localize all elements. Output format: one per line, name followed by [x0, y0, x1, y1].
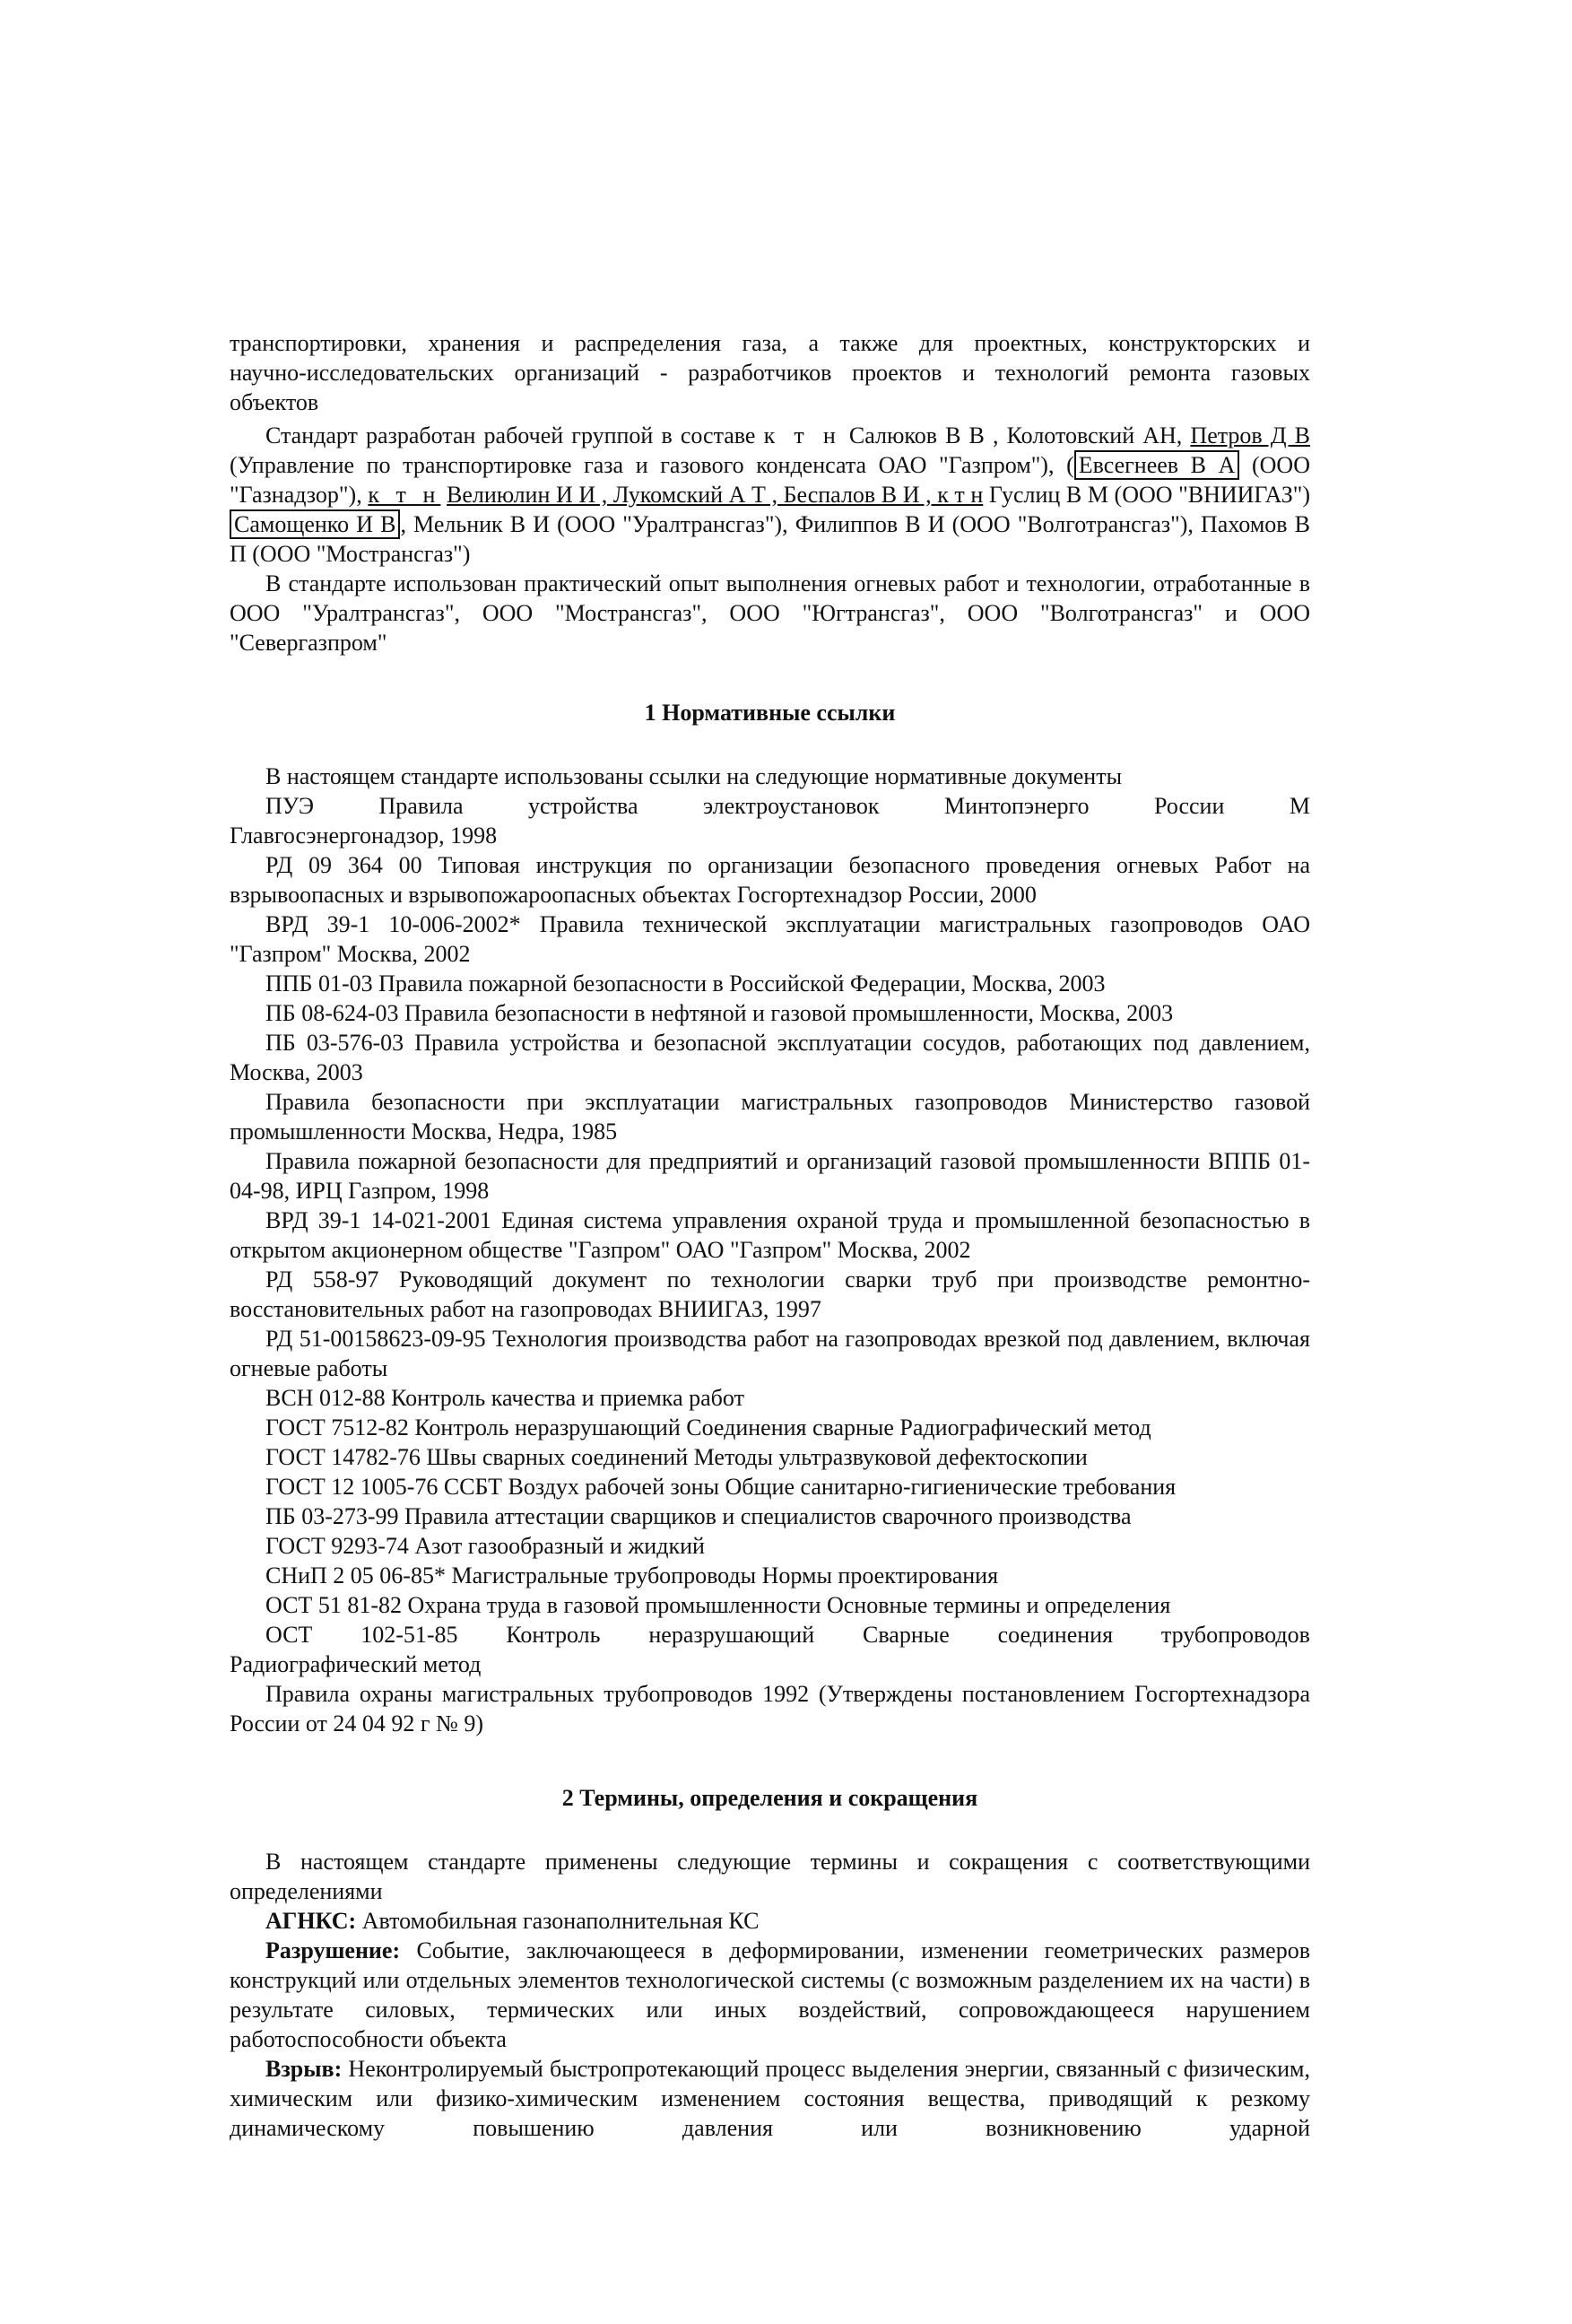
- term-definition: Автомобильная газонаполнительная КС: [356, 1908, 760, 1934]
- term-entry: [230, 1936, 1310, 2054]
- reference-list: [230, 850, 1310, 1620]
- reference-item: ВСН 012-88 Контроль качества и приемка работ: [265, 1385, 744, 1411]
- text-line: объектов: [230, 389, 319, 415]
- term-name: Взрыв:: [265, 2056, 343, 2082]
- reference-item: Правила пожарной безопасности для предприятий и организаций газовой промышленности ВППБ 01-04-98, ИРЦ Газпром, 1998: [230, 1148, 1310, 1204]
- intro-continuation: [230, 328, 1310, 417]
- reference-item: РД 558-97 Руководящий документ по технологии сварки труб при производстве ремонтно-восстановительных работ на газопроводах ВНИИГАЗ, 1997: [230, 1266, 1310, 1322]
- term-entry: [230, 1906, 1310, 1936]
- pue-reference-cont: Главгосэнергонадзор, 1998: [230, 823, 498, 849]
- ost-reference-row: ОСТ 102-51-85 Контроль неразрушающий Сварные соединения трубопроводов: [265, 1622, 1310, 1648]
- term-name: Разрушение:: [265, 1937, 401, 1963]
- boxed-name: Евсегнеев В А: [1074, 450, 1240, 480]
- section-1-lead: В настоящем стандарте использованы ссылки на следующие нормативные документы: [265, 763, 1123, 789]
- experience-paragraph: В стандарте использован практический опыт выполнения огневых работ и технологии, отработанные в ООО "Уралтрансгаз", ООО "Мострансгаз", ООО "Югтрансгаз", ООО "Волготрансгаз" и ООО "Севергазпром": [230, 570, 1310, 656]
- terms-list: [230, 1906, 1310, 2143]
- text-line: научно-исследовательских организаций - разработчиков проектов и технологий ремонта газовых: [230, 360, 1310, 386]
- text-line: транспортировки, хранения и распределения газа, а также для проектных, конструкторских и: [230, 330, 1310, 356]
- reference-item: ВРД 39-1 14-021-2001 Единая система управления охраной труда и промышленной безопасностью в открытом акционерном обществе "Газпром" ОАО "Газпром" Москва, 2002: [230, 1207, 1310, 1263]
- reference-item: СНиП 2 05 06-85* Магистральные трубопроводы Нормы проектирования: [265, 1562, 999, 1589]
- section-2-heading: 2 Термины, определения и сокращения: [561, 1785, 978, 1811]
- pue-reference-row: ПУЭ Правила устройства электроустановок Минтопэнерго России М: [265, 793, 1310, 819]
- reference-item: Правила охраны магистральных трубопроводов 1992 (Утверждены постановлением Госгортехнадзора России от 24 04 92 г № 9): [230, 1681, 1310, 1736]
- reference-item: РД 09 364 00 Типовая инструкция по организации безопасного проведения огневых Работ на взрывоопасных и взрывопожароопасных объектах Госгортехнадзор России, 2000: [230, 852, 1310, 908]
- term-definition: Неконтролируемый быстропротекающий процесс выделения энергии, связанный с физическим, химическим или физико-химическим изменением состояния вещества, приводящий к резкому динамическому повышению давления или возникновению ударной: [230, 2056, 1310, 2141]
- reference-item: ВРД 39-1 10-006-2002* Правила технической эксплуатации магистральных газопроводов ОАО "Газпром" Москва, 2002: [230, 911, 1310, 967]
- reference-item: ГОСТ 14782-76 Швы сварных соединений Методы ультразвуковой дефектоскопии: [265, 1444, 1088, 1470]
- reference-item: ГОСТ 9293-74 Азот газообразный и жидкий: [265, 1533, 705, 1559]
- section-2-lead: В настоящем стандарте применены следующие термины и сокращения с соответствующими определениями: [230, 1849, 1310, 1904]
- reference-item: ОСТ 51 81-82 Охрана труда в газовой промышленности Основные термины и определения: [265, 1592, 1171, 1618]
- term-entry: [230, 2054, 1310, 2143]
- reference-item: ГОСТ 7512-82 Контроль неразрушающий Соединения сварные Радиографический метод: [265, 1414, 1151, 1441]
- underlined-name: Петров Д В: [1190, 422, 1311, 448]
- reference-item: ПБ 03-576-03 Правила устройства и безопасной эксплуатации сосудов, работающих под давлением, Москва, 2003: [230, 1030, 1310, 1085]
- reference-item: ПБ 08-624-03 Правила безопасности в нефтяной и газовой промышленности, Москва, 2003: [265, 1000, 1174, 1026]
- reference-item: РД 51-00158623-09-95 Технология производства работ на газопроводах врезкой под давлением, включая огневые работы: [230, 1326, 1310, 1381]
- section-1-heading: 1 Нормативные ссылки: [644, 700, 896, 726]
- reference-item: ГОСТ 12 1005-76 ССБТ Воздух рабочей зоны Общие санитарно-гигиенические требования: [265, 1474, 1177, 1500]
- reference-item: Правила безопасности при эксплуатации магистральных газопроводов Министерство газовой промышленности Москва, Недра, 1985: [230, 1089, 1310, 1145]
- ost-reference-cont: Радиографический метод: [230, 1651, 482, 1677]
- page-content: [230, 328, 1310, 2143]
- reference-item: ПБ 03-273-99 Правила аттестации сварщиков и специалистов сварочного производства: [265, 1503, 1132, 1529]
- term-name: АГНКС:: [265, 1908, 357, 1934]
- boxed-name: Самощенко И В: [230, 509, 400, 539]
- authors-paragraph: Стандарт разработан рабочей группой в составе к т н Салюков В В , Колотовский АН, Петров Д В (Управление по транспортировке газа и газового конденсата ОАО "Газпром"), ( Евсегнеев В А (ООО "Газнадзор"), к т н Велиюлин И И , Лукомский А Т , Беспалов В И , к т н Гуслиц В М (ООО "ВНИИГАЗ") Самощенко И В , Мельник В И (ООО "Уралтрансгаз"), Филиппов В И (ООО "Волготрансгаз"), Пахомов В П (ООО "Мострансгаз"): [230, 422, 1311, 567]
- term-definition: Событие, заключающееся в деформировании, изменении геометрических размеров конструкций или отдельных элементов технологической системы (с возможным разделением их на части) в результате силовых, термических или иных воздействий, сопровождающееся нарушением работоспособности объекта: [230, 1937, 1310, 2052]
- reference-item: ППБ 01-03 Правила пожарной безопасности в Российской Федерации, Москва, 2003: [265, 971, 1106, 997]
